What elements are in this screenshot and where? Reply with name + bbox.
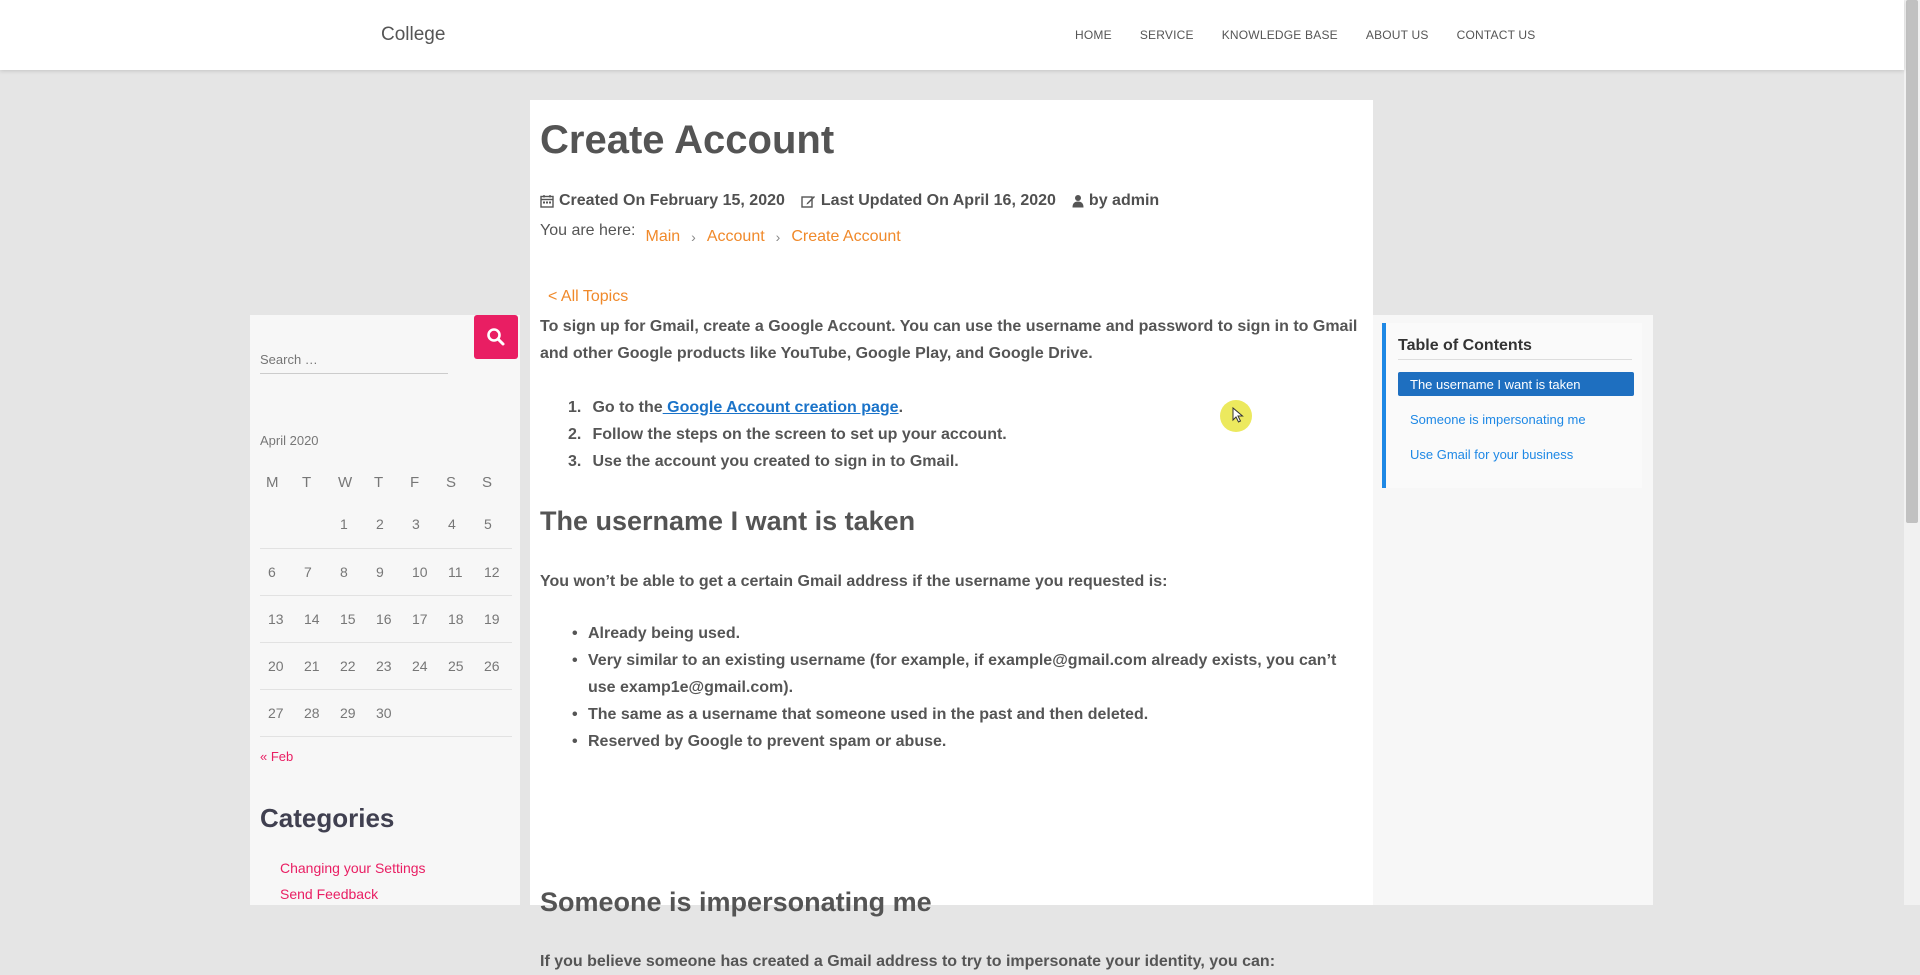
calendar-week <box>260 595 512 642</box>
section-heading-impersonating: Someone is impersonating me <box>540 887 932 917</box>
created-date: Created On February 15, 2020 <box>559 192 785 209</box>
calendar-day-header: T <box>374 473 384 491</box>
left-sidebar <box>250 315 520 905</box>
top-navbar <box>0 0 1904 70</box>
edit-icon <box>801 194 816 208</box>
categories-list <box>280 855 426 907</box>
page-title: Create Account <box>540 118 835 162</box>
list-item: • The same as a username that someone used in the past and then deleted. <box>588 701 1368 728</box>
calendar-day <box>404 689 440 736</box>
calendar-day-header: S <box>446 473 457 491</box>
username-reasons-list <box>588 620 1368 755</box>
breadcrumb-main[interactable]: Main <box>645 228 681 245</box>
calendar-day <box>296 501 332 548</box>
calendar-day: 19 <box>476 595 512 642</box>
calendar-day: 14 <box>296 595 332 642</box>
chevron-right-icon: › <box>775 229 781 245</box>
category-link-send-feedback[interactable]: Send Feedback <box>280 886 379 902</box>
calendar-day: 1 <box>332 501 368 548</box>
calendar-day: 27 <box>260 689 296 736</box>
calendar-day <box>440 689 476 736</box>
calendar-day: 13 <box>260 595 296 642</box>
calendar-day: 21 <box>296 642 332 689</box>
calendar-day-header: W <box>338 473 353 491</box>
list-item: • Already being used. <box>588 620 1368 647</box>
table-of-contents <box>1382 323 1642 488</box>
calendar-day: 9 <box>368 548 404 595</box>
main-nav <box>1075 28 1564 42</box>
breadcrumb <box>540 222 901 246</box>
calendar-day: 10 <box>404 548 440 595</box>
category-link-changing-settings[interactable]: Changing your Settings <box>280 860 426 876</box>
list-item: • Reserved by Google to prevent spam or abuse. <box>588 728 1368 755</box>
calendar-day: 3 <box>404 501 440 548</box>
breadcrumb-label: You are here: <box>540 222 636 239</box>
calendar-day: 16 <box>368 595 404 642</box>
calendar-caption: April 2020 <box>260 433 319 448</box>
search-icon <box>486 327 506 347</box>
search-button[interactable] <box>474 315 518 359</box>
step-3-text: Use the account you created to sign in to Gmail. <box>592 453 959 470</box>
section2-paragraph: If you believe someone has created a Gmail address to try to impersonate your identity, you can: <box>540 953 1276 970</box>
nav-service[interactable]: SERVICE <box>1139 28 1194 42</box>
nav-knowledge-base[interactable]: KNOWLEDGE BASE <box>1221 28 1338 42</box>
calendar-day: 30 <box>368 689 404 736</box>
calendar-day: 8 <box>332 548 368 595</box>
breadcrumb-current[interactable]: Create Account <box>791 228 901 245</box>
user-icon <box>1072 194 1084 208</box>
calendar-day: 2 <box>368 501 404 548</box>
toc-item-username-taken[interactable]: The username I want is taken <box>1398 372 1634 396</box>
toc-item-impersonating[interactable]: Someone is impersonating me <box>1410 412 1586 427</box>
calendar-day-header: F <box>410 473 420 491</box>
calendar-day: 4 <box>440 501 476 548</box>
toc-title: Table of Contents <box>1398 337 1632 360</box>
search-input[interactable] <box>260 334 448 374</box>
calendar-week <box>260 501 512 548</box>
intro-paragraph: To sign up for Gmail, create a Google Account. You can use the username and password to sign in to Gmail and other Google products like YouTube, Google Play, and Google Drive. <box>540 318 1358 362</box>
all-topics-link[interactable]: < All Topics <box>548 288 629 305</box>
breadcrumb-account[interactable]: Account <box>706 228 765 245</box>
categories-heading: Categories <box>260 803 395 833</box>
calendar-day <box>260 501 296 548</box>
calendar-table <box>260 463 512 737</box>
calendar-day-header: T <box>302 473 312 491</box>
calendar-day: 22 <box>332 642 368 689</box>
step-2-text: Follow the steps on the screen to set up your account. <box>592 426 1007 443</box>
calendar-day: 24 <box>404 642 440 689</box>
section-heading-username-taken: The username I want is taken <box>540 506 916 536</box>
step-number: 1. <box>568 399 582 416</box>
calendar-day: 26 <box>476 642 512 689</box>
calendar-day: 17 <box>404 595 440 642</box>
calendar-day: 29 <box>332 689 368 736</box>
step-number: 3. <box>568 453 582 470</box>
step-1-suffix: . <box>898 399 904 416</box>
nav-about-us[interactable]: ABOUT US <box>1365 28 1429 42</box>
nav-home[interactable]: HOME <box>1075 28 1112 42</box>
calendar-week <box>260 548 512 595</box>
chevron-right-icon: › <box>691 229 696 245</box>
calendar-prev-month-link[interactable]: « Feb <box>260 749 294 764</box>
calendar-day: 25 <box>440 642 476 689</box>
calendar-week <box>260 642 512 689</box>
calendar-day: 28 <box>296 689 332 736</box>
list-item <box>568 448 1007 475</box>
list-item <box>568 394 1007 421</box>
calendar-day: 6 <box>260 548 296 595</box>
section1-paragraph: You won’t be able to get a certain Gmail address if the username you requested is: <box>540 573 1168 590</box>
list-item: • Very similar to an existing username (for example, if example@gmail.com already exists, you can’t use examp1e@gmail.com). <box>588 647 1368 701</box>
calendar-day: 20 <box>260 642 296 689</box>
author: by admin <box>1088 192 1160 209</box>
scrollbar-thumb[interactable] <box>1906 0 1918 523</box>
calendar-day: 11 <box>440 548 476 595</box>
step-number: 2. <box>568 426 582 443</box>
list-item <box>568 421 1007 448</box>
article-meta <box>540 192 1175 210</box>
mouse-cursor-icon <box>1232 407 1244 423</box>
calendar-day <box>476 689 512 736</box>
steps-list <box>568 394 1007 475</box>
calendar-day: 23 <box>368 642 404 689</box>
article-panel <box>530 100 1373 970</box>
nav-contact-us[interactable]: CONTACT US <box>1456 28 1536 42</box>
calendar-day: 7 <box>296 548 332 595</box>
calendar-day: 12 <box>476 548 512 595</box>
toc-item-gmail-business[interactable]: Use Gmail for your business <box>1410 447 1574 462</box>
calendar-icon <box>540 194 554 208</box>
calendar-week <box>260 689 512 736</box>
calendar-day-header: S <box>482 473 493 491</box>
google-account-creation-link[interactable]: Google Account creation page <box>662 399 899 416</box>
site-brand[interactable]: College <box>381 24 446 45</box>
calendar-day-header: M <box>266 473 279 491</box>
calendar-day: 5 <box>476 501 512 548</box>
calendar-day: 15 <box>332 595 368 642</box>
updated-date: Last Updated On April 16, 2020 <box>820 192 1056 209</box>
step-1-prefix: Go to the <box>592 399 663 416</box>
calendar-day: 18 <box>440 595 476 642</box>
